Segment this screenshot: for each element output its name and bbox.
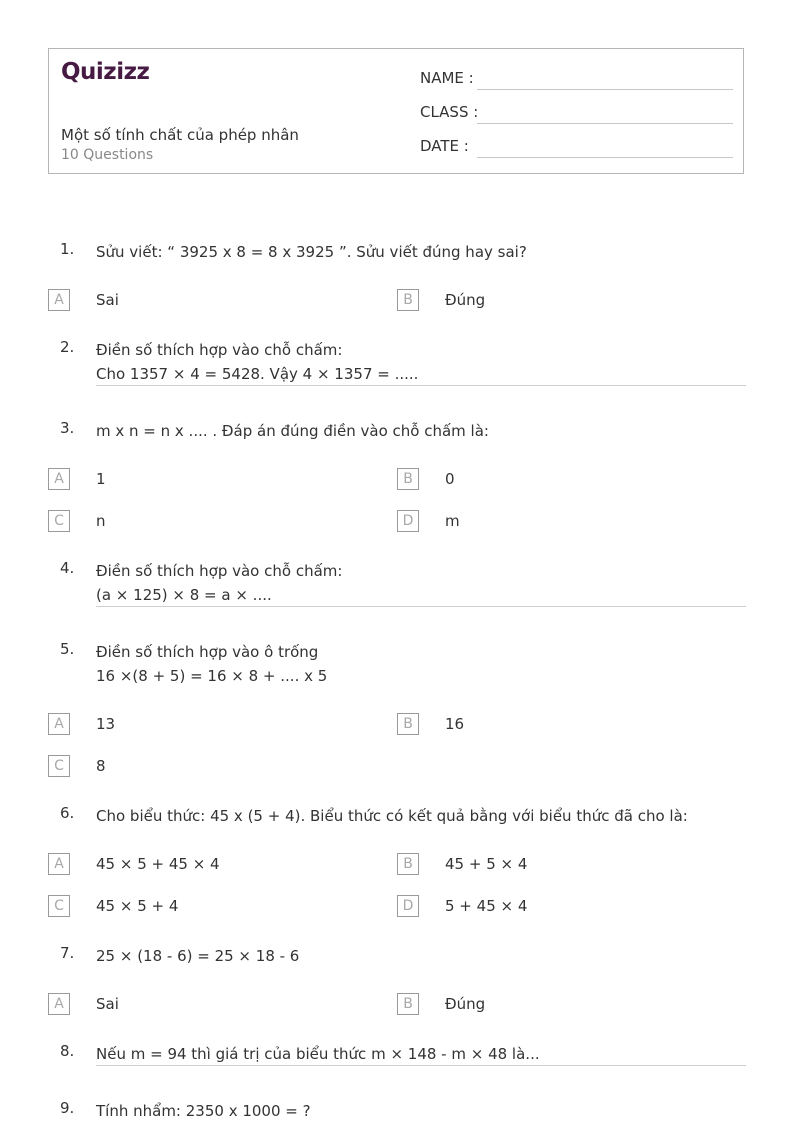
worksheet-header <box>48 48 744 174</box>
option-letter-box[interactable]: B <box>397 289 419 311</box>
option-letter-box[interactable]: B <box>397 993 419 1015</box>
answer-line[interactable] <box>96 385 746 386</box>
class-line <box>477 123 733 124</box>
option-text: Sai <box>96 291 119 309</box>
option-text: 5 + 45 × 4 <box>445 897 528 915</box>
question-number: 9. <box>60 1099 75 1117</box>
answer-line[interactable] <box>96 1065 746 1066</box>
option-letter-box[interactable]: B <box>397 468 419 490</box>
question-number: 2. <box>60 338 75 356</box>
question-number: 6. <box>60 804 75 822</box>
option-text: n <box>96 512 106 530</box>
option-letter-box[interactable]: A <box>48 289 70 311</box>
option-text: 16 <box>445 715 465 733</box>
question-text: 25 × (18 - 6) = 25 × 18 - 6 <box>96 947 300 965</box>
class-label: CLASS : <box>420 103 479 121</box>
option-letter-box[interactable]: B <box>397 713 419 735</box>
question-number: 7. <box>60 944 75 962</box>
option-text: 13 <box>96 715 116 733</box>
option-text: Đúng <box>445 995 486 1013</box>
option-text: Đúng <box>445 291 486 309</box>
option-text: Sai <box>96 995 119 1013</box>
option-letter-box[interactable]: D <box>397 895 419 917</box>
question-text: Tính nhẩm: 2350 x 1000 = ? <box>96 1102 311 1120</box>
question-text: Nếu m = 94 thì giá trị của biểu thức m × 148 - m × 48 là... <box>96 1045 540 1063</box>
question-text: Điền số thích hợp vào chỗ chấm: <box>96 562 343 580</box>
question-text: Cho biểu thức: 45 x (5 + 4). Biểu thức có kết quả bằng với biểu thức đã cho là: <box>96 807 688 825</box>
option-text: 1 <box>96 470 106 488</box>
option-letter-box[interactable]: A <box>48 713 70 735</box>
date-label: DATE : <box>420 137 469 155</box>
question-text: Điền số thích hợp vào chỗ chấm: <box>96 341 343 359</box>
option-letter-box[interactable]: C <box>48 755 70 777</box>
option-letter-box[interactable]: C <box>48 510 70 532</box>
option-letter-box[interactable]: A <box>48 853 70 875</box>
question-text: 16 ×(8 + 5) = 16 × 8 + .... x 5 <box>96 667 328 685</box>
option-text: 8 <box>96 757 106 775</box>
option-letter-box[interactable]: A <box>48 993 70 1015</box>
question-number: 3. <box>60 419 75 437</box>
question-number: 5. <box>60 640 75 658</box>
question-text: Điền số thích hợp vào ô trống <box>96 643 319 661</box>
question-number: 8. <box>60 1042 75 1060</box>
date-line <box>477 157 733 158</box>
option-text: 45 + 5 × 4 <box>445 855 528 873</box>
option-text: 0 <box>445 470 455 488</box>
question-count: 10 Questions <box>61 147 154 163</box>
answer-line[interactable] <box>96 606 746 607</box>
option-letter-box[interactable]: A <box>48 468 70 490</box>
name-label: NAME : <box>420 69 474 87</box>
option-letter-box[interactable]: C <box>48 895 70 917</box>
question-text: Cho 1357 × 4 = 5428. Vậy 4 × 1357 = ..... <box>96 365 419 383</box>
name-line <box>477 89 733 90</box>
question-number: 4. <box>60 559 75 577</box>
option-letter-box[interactable]: B <box>397 853 419 875</box>
question-text: m x n = n x .... . Đáp án đúng điền vào chỗ chấm là: <box>96 422 489 440</box>
option-text: m <box>445 512 460 530</box>
quizizz-logo: Quizizz <box>61 59 150 85</box>
question-number: 1. <box>60 240 75 258</box>
option-letter-box[interactable]: D <box>397 510 419 532</box>
question-text: Sửu viết: “ 3925 x 8 = 8 x 3925 ”. Sửu viết đúng hay sai? <box>96 243 527 261</box>
option-text: 45 × 5 + 45 × 4 <box>96 855 220 873</box>
question-text: (a × 125) × 8 = a × .... <box>96 586 272 604</box>
option-text: 45 × 5 + 4 <box>96 897 179 915</box>
worksheet-title: Một số tính chất của phép nhân <box>61 126 299 144</box>
